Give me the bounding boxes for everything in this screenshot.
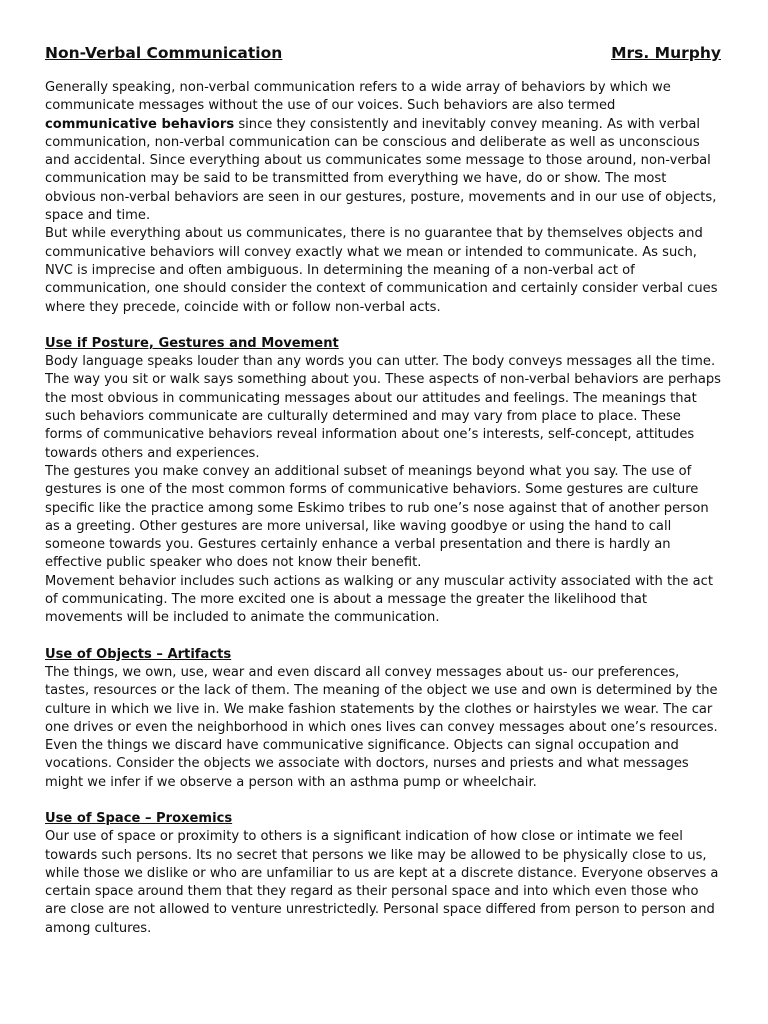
intro-paragraph-1 — [45, 79, 721, 225]
section-objects — [45, 646, 721, 792]
section-posture — [45, 335, 721, 628]
document-page — [45, 43, 721, 938]
document-title: Non-Verbal Communication — [45, 44, 283, 62]
section-paragraph: Our use of space or proximity to others is a significant indication of how close or intimate we feel towards such persons. Its no secret that persons we like may be allowed to be physically close to us, while those we dislike or who are unfamiliar to us are kept at a discrete distance. Everyone observes a certain space around them that they regard as their personal space and into which even those who are close are not allowed to venture unrestrictedly. Personal space differed from person to person and among cultures. — [45, 829, 719, 936]
intro-bold-term: communicative behaviors — [45, 116, 235, 132]
intro-paragraph-2: But while everything about us communicates, there is no guarantee that by themselves objects and communicative behaviors will convey exactly what we mean or intended to communicate. As such, NVC is imprecise and often ambiguous. In determining the meaning of a non-verbal act of communication, one should consider the context of communication and certainly consider verbal cues where they precede, coincide with or follow non-verbal acts. — [45, 226, 718, 315]
section-paragraph: The gestures you make convey an additional subset of meanings beyond what you say. The use of gestures is one of the most common forms of communicative behaviors. Some gestures are culture specific like the practice among some Eskimo tribes to rub one’s nose against that of another person as a greeting. Other gestures are more universal, like waving goodbye or using the hand to call someone towards you. Gestures certainly enhance a verbal presentation and there is hardly an effective public speaker who does not know their benefit. — [45, 463, 709, 571]
document-header — [45, 43, 721, 63]
intro-text: since they consistently and inevitably convey meaning. As with verbal communication, non-verbal communication can be conscious and deliberate as well as unconscious and accidental. Since everything about us communicates some message to those around, non-verbal communication may be said to be transmitted from everything we have, do or show. The most obvious non-verbal behaviors are seen in our gestures, posture, movements and in our use of objects, space and time. — [45, 116, 717, 224]
section-heading: Use of Objects – Artifacts — [45, 646, 232, 662]
section-paragraph: Movement behavior includes such actions as walking or any muscular activity associated with the act of communicating. The more excited one is about a message the greater the likelihood that movements will be included to animate the communication. — [45, 573, 713, 626]
section-space — [45, 810, 721, 938]
section-paragraph: The things, we own, use, wear and even discard all convey messages about us- our preferences, tastes, resources or the lack of them. The meaning of the object we use and own is determined by the culture in which we live in. We make fashion statements by the clothes or hairstyles we wear. The car one drives or even the neighborhood in which ones lives can convey messages about one’s resources. Even the things we discard have communicative significance. Objects can signal occupation and vocations. Consider the objects we associate with doctors, nurses and priests and what messages might we infer if we observe a person with an asthma pump or wheelchair. — [45, 664, 718, 790]
section-heading: Use of Space – Proxemics — [45, 810, 233, 826]
section-heading: Use if Posture, Gestures and Movement — [45, 335, 339, 351]
document-author: Mrs. Murphy — [611, 44, 721, 62]
section-paragraph: Body language speaks louder than any words you can utter. The body conveys messages all the time. The way you sit or walk says something about you. These aspects of non-verbal behaviors are perhaps the most obvious in communicating messages about our attitudes and feelings. The meanings that such behaviors communicate are culturally determined and may vary from place to place. These forms of communicative behaviors reveal information about one’s interests, self-concept, attitudes towards others and experiences. — [45, 354, 721, 461]
intro-text: Generally speaking, non-verbal communication refers to a wide array of behaviors by which we communicate messages without the use of our voices. Such behaviors are also termed — [45, 80, 671, 114]
